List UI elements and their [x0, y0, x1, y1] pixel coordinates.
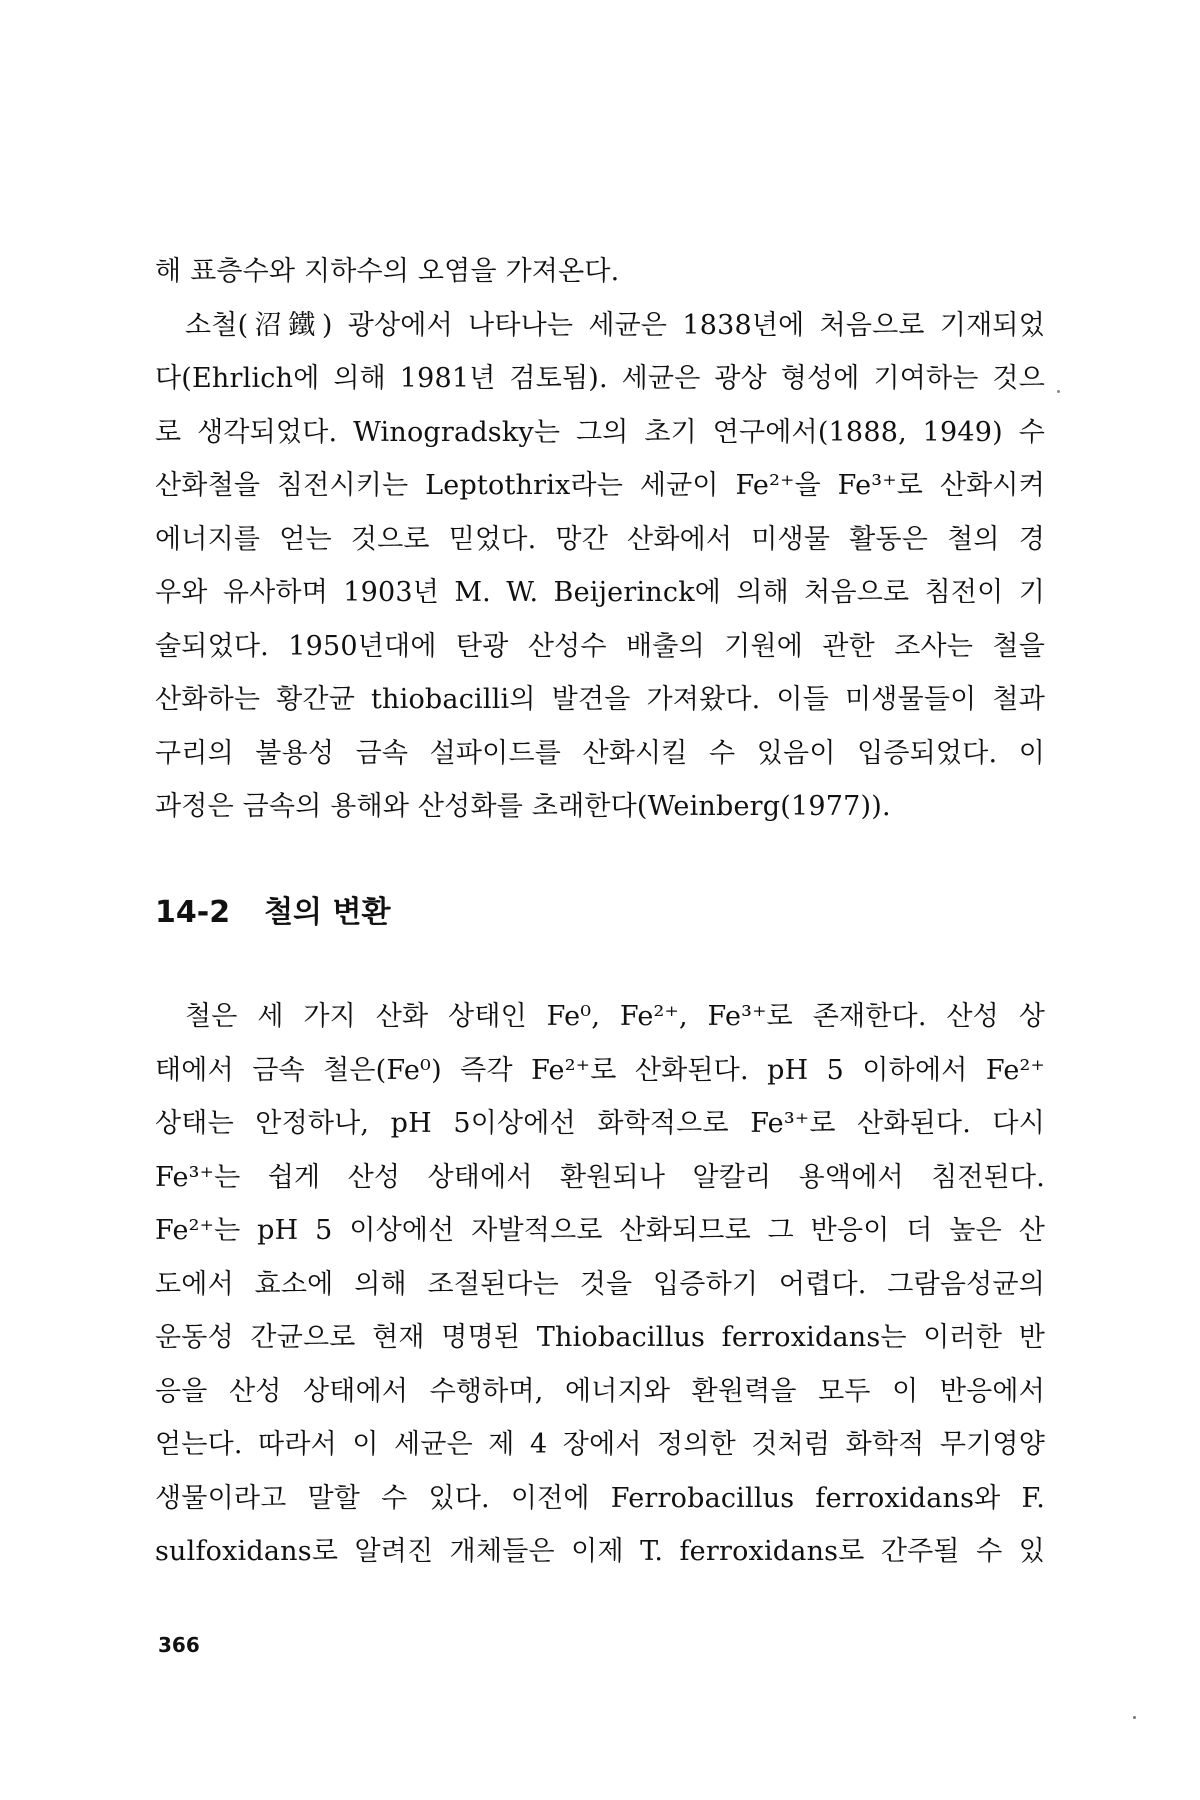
text-line: 응을 산성 상태에서 수행하며, 에너지와 환원력을 모두 이 반응에서: [155, 1375, 1045, 1407]
text-line: 구리의 불용성 금속 설파이드를 산화시킬 수 있음이 입증되었다. 이: [155, 737, 1045, 769]
section-heading: [155, 893, 390, 933]
section-paragraph: [155, 990, 1045, 1579]
text-line: 산화철을 침전시키는 Leptothrix라는 세균이 Fe²⁺을 Fe³⁺로 산화시켜: [155, 470, 1045, 501]
text-line: 태에서 금속 철은(Fe⁰) 즉각 Fe²⁺로 산화된다. pH 5 이하에서 Fe²⁺: [155, 1054, 1045, 1086]
scan-speck: [1057, 390, 1060, 393]
text-line: 얻는다. 따라서 이 세균은 제 4 장에서 정의한 것처럼 화학적 무기영양: [155, 1429, 1045, 1460]
text-line: Fe³⁺는 쉽게 산성 상태에서 환원되나 알칼리 용액에서 침전된다.: [155, 1161, 1045, 1193]
text-line: 도에서 효소에 의해 조절된다는 것을 입증하기 어렵다. 그람음성균의: [155, 1268, 1045, 1300]
text-line: sulfoxidans로 알려진 개체들은 이제 T. ferroxidans로 간주될 수 있: [155, 1536, 1045, 1567]
text-line: 소철(沼鐵) 광상에서 나타나는 세균은 1838년에 처음으로 기재되었: [185, 309, 1045, 341]
section-title: 철의 변환: [264, 895, 391, 930]
scan-speck: [1133, 1716, 1136, 1719]
text-line: 산화하는 황간균 thiobacilli의 발견을 가져왔다. 이들 미생물들이 철과: [155, 684, 1045, 715]
text-line: Fe²⁺는 pH 5 이상에선 자발적으로 산화되므로 그 반응이 더 높은 산: [155, 1215, 1045, 1246]
text-line: 해 표층수와 지하수의 오염을 가져온다.: [155, 256, 620, 287]
text-line: 상태는 안정하나, pH 5이상에선 화학적으로 Fe³⁺로 산화된다. 다시: [155, 1108, 1045, 1139]
intro-paragraphs: [155, 245, 1045, 834]
section-number: 14-2: [155, 895, 231, 930]
text-line: 에너지를 얻는 것으로 믿었다. 망간 산화에서 미생물 활동은 철의 경: [155, 523, 1045, 555]
text-line: 다(Ehrlich에 의해 1981년 검토됨). 세균은 광상 형성에 기여하는 것으: [155, 363, 1045, 394]
text-line: 생물이라고 말할 수 있다. 이전에 Ferrobacillus ferroxidans와 F.: [155, 1482, 1045, 1514]
text-line: 로 생각되었다. Winogradsky는 그의 초기 연구에서(1888, 1949) 수: [155, 416, 1045, 448]
text-line: 운동성 간균으로 현재 명명된 Thiobacillus ferroxidans는 이러한 반: [155, 1322, 1045, 1353]
text-line: 철은 세 가지 산화 상태인 Fe⁰, Fe²⁺, Fe³⁺로 존재한다. 산성 상: [185, 1001, 1045, 1032]
text-line: 우와 유사하며 1903년 M. W. Beijerinck에 의해 처음으로 침전이 기: [155, 577, 1045, 608]
page-number: 366: [158, 1633, 200, 1657]
text-line: 술되었다. 1950년대에 탄광 산성수 배출의 기원에 관한 조사는 철을: [155, 630, 1045, 662]
text-line: 과정은 금속의 용해와 산성화를 초래한다(Weinberg(1977)).: [155, 791, 891, 822]
